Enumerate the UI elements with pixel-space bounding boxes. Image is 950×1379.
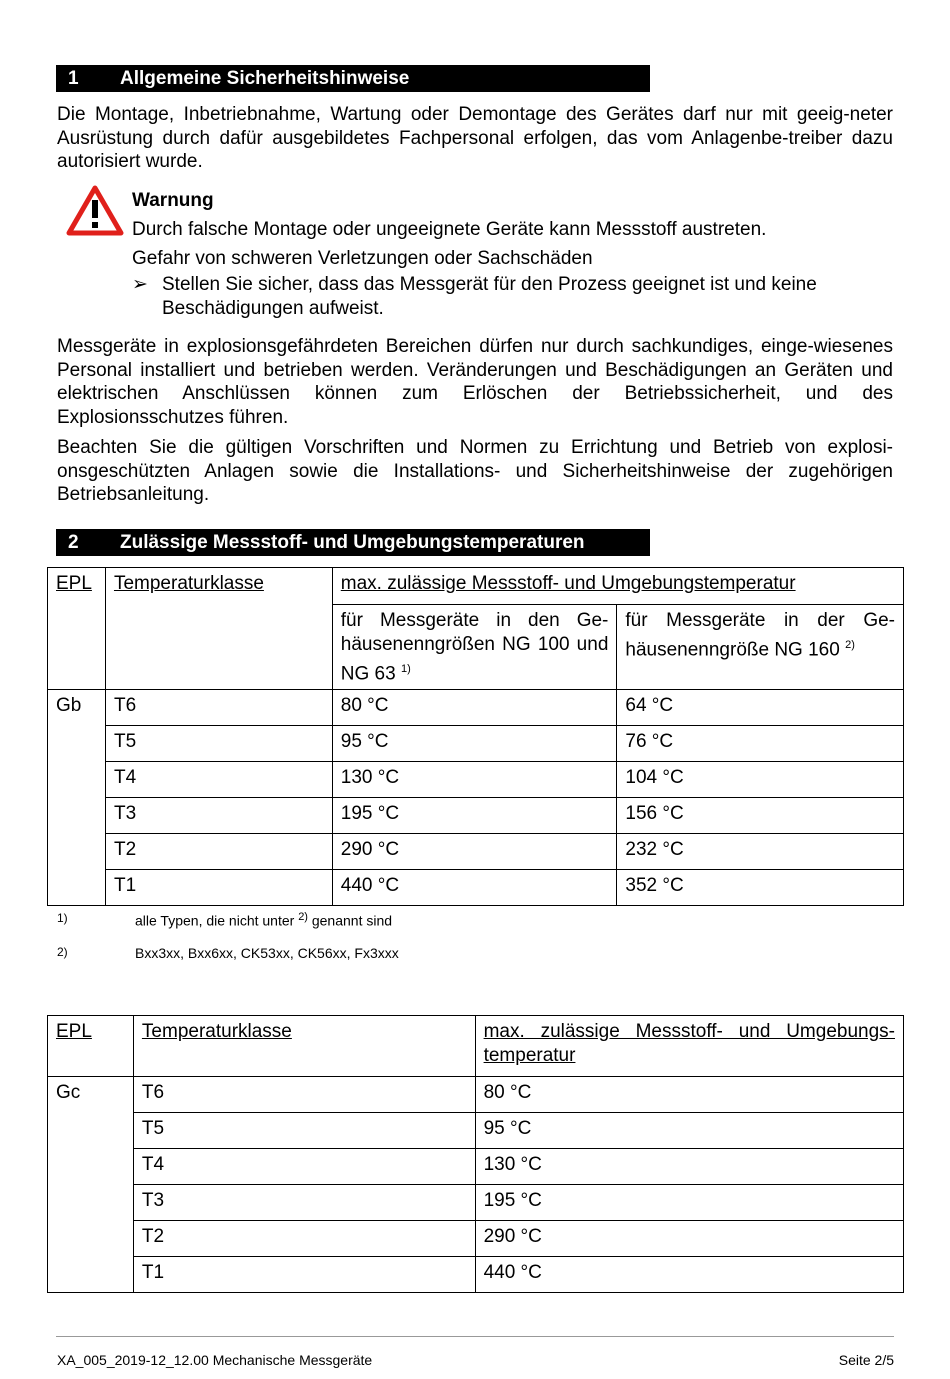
value-cell: 195 °C [475, 1185, 903, 1221]
regulations-paragraph: Beachten Sie die gültigen Vorschriften und Normen zu Errichtung und Betrieb von explosi-onsgeschützten Anlagen sowie die Installations- und Sicherheitshinweise der zugehörigen Betriebsanleitung. [57, 437, 893, 505]
section-2-heading [56, 529, 650, 556]
value-cell: 130 °C [475, 1149, 903, 1185]
class-cell: T6 [133, 1077, 475, 1113]
value-cell-b: 232 °C [617, 834, 904, 870]
value-cell: 440 °C [475, 1257, 903, 1293]
ex-paragraph: Messgeräte in explosionsgefährdeten Bereichen dürfen nur durch sachkundiges, einge-wiesenes Personal installiert und betrieben werden. Veränderungen und Beschädigungen an Geräten und elektrischen Anschlüssen können zum Erlöschen der Betriebssicherheit, und des Explosionsschutzes führen. [57, 336, 893, 428]
temperature-table-gc [47, 1015, 904, 1293]
footnote-2 [57, 945, 857, 965]
class-cell: T5 [105, 726, 332, 762]
section-title: Allgemeine Sicherheitshinweise [120, 68, 410, 89]
value-cell-a: 195 °C [332, 798, 617, 834]
epl-cell: Gc [48, 1077, 134, 1293]
epl-cell: Gb [48, 690, 106, 906]
section-number: 2 [68, 532, 79, 553]
footer-page-number: Seite 2/5 [838, 1352, 894, 1368]
footnote-ref-1: 1) [400, 663, 411, 675]
value-cell-b: 64 °C [617, 690, 904, 726]
class-cell: T4 [133, 1149, 475, 1185]
value-cell-a: 290 °C [332, 834, 617, 870]
header-max-temperature: max. zulässige Messstoff- und Umgebungstemperatur [332, 568, 903, 605]
class-cell: T5 [133, 1113, 475, 1149]
section-1-heading [56, 65, 650, 92]
class-cell: T2 [105, 834, 332, 870]
class-cell: T3 [133, 1185, 475, 1221]
footnote-text: alle Typen, die nicht unter $^{2)}$ genannt sind [135, 911, 393, 929]
bullet-text: Stellen Sie sicher, dass das Messgerät für den Prozess geeignet ist und keine Beschädigungen aufweist. [162, 274, 817, 319]
warning-triangle-icon [66, 184, 124, 236]
header-epl: EPL [48, 1016, 134, 1077]
class-cell: T1 [105, 870, 332, 906]
value-cell-b: 76 °C [617, 726, 904, 762]
bullet-arrow-icon: ➢ [132, 274, 148, 295]
value-cell-b: 156 °C [617, 798, 904, 834]
value-cell-a: 95 °C [332, 726, 617, 762]
class-cell: T3 [105, 798, 332, 834]
value-cell-a: 130 °C [332, 762, 617, 798]
warning-line-1: Durch falsche Montage oder ungeeignete Geräte kann Messstoff austreten. [132, 219, 767, 240]
value-cell-b: 352 °C [617, 870, 904, 906]
class-cell: T2 [133, 1221, 475, 1257]
footnote-ref-2: 2) [845, 639, 855, 651]
class-cell: T4 [105, 762, 332, 798]
class-cell: T6 [105, 690, 332, 726]
warning-line-2: Gefahr von schweren Verletzungen oder Sachschäden [132, 248, 593, 269]
class-cell: T1 [133, 1257, 475, 1293]
footnote-1 [57, 911, 857, 931]
value-cell-a: 80 °C [332, 690, 617, 726]
warning-block [132, 186, 892, 273]
footnote-text: Bxx3xx, Bxx6xx, CK53xx, CK56xx, Fx3xxx [135, 945, 399, 961]
temperature-table-gb [47, 567, 904, 906]
section-number: 1 [68, 68, 79, 89]
header-temperature-class: Temperaturklasse [133, 1016, 475, 1077]
value-cell-a: 440 °C [332, 870, 617, 906]
subheader-ng100-ng63: für Messgeräte in den Ge-häusenenngrößen NG 100 und NG 63 $^{1)}$ [332, 605, 617, 690]
value-cell-b: 104 °C [617, 762, 904, 798]
footnote-mark: 1) [57, 911, 68, 925]
header-temperature-class: Temperaturklasse [105, 568, 332, 690]
header-epl: EPL [48, 568, 106, 690]
intro-paragraph: Die Montage, Inbetriebnahme, Wartung oder Demontage des Gerätes darf nur mit geeig-neter Ausrüstung durch dafür ausgebildetes Fachpersonal erfolgen, das vom Anlagenbe-treiber dazu autorisiert wurde. [57, 104, 893, 172]
warning-title: Warnung [132, 190, 214, 211]
value-cell: 95 °C [475, 1113, 903, 1149]
footer-document-id: XA_005_2019-12_12.00 Mechanische Messgeräte [57, 1352, 373, 1368]
subheader-ng160: für Messgeräte in der Ge-häusenenngröße NG 160 $^{2)}$ [617, 605, 904, 690]
footnote-mark: 2) [57, 945, 68, 959]
value-cell: 290 °C [475, 1221, 903, 1257]
footer-divider [56, 1336, 894, 1337]
section-title: Zulässige Messstoff- und Umgebungstemperaturen [120, 532, 585, 553]
header-max-temperature: max. zulässige Messstoff- und Umgebungs-temperatur [475, 1016, 903, 1077]
value-cell: 80 °C [475, 1077, 903, 1113]
